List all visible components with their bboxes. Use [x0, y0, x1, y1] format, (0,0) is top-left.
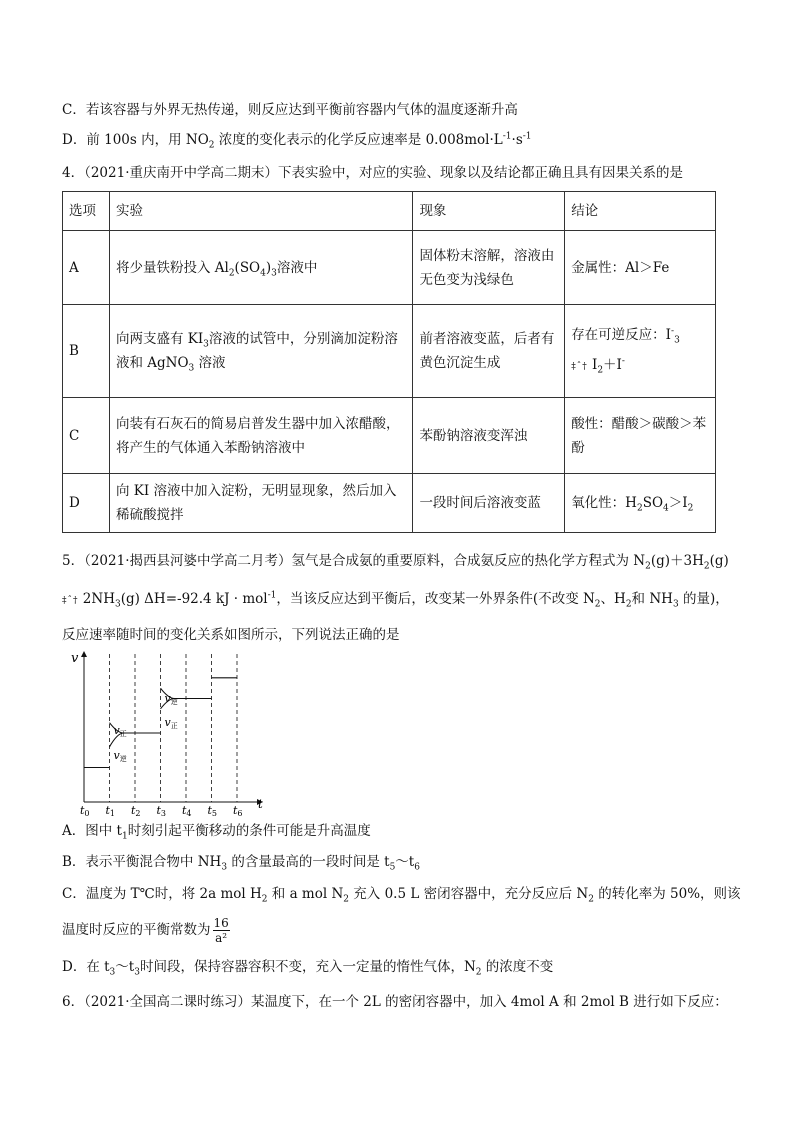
row-d-phenomenon: 一段时间后溶液变蓝	[413, 474, 565, 533]
tick-label-t3: t3	[156, 804, 167, 818]
header-conclusion: 结论	[565, 192, 716, 231]
table-row-a	[63, 231, 716, 305]
q5-option-d: D．在 $t_3\sim t_3$时间段，保持容器容积不变，充入一定量的惰性气体，$N_2$ 的浓度不变	[62, 959, 554, 978]
tick-label-t6: t6	[233, 804, 243, 818]
row-b-option: B	[63, 305, 110, 398]
row-a-phenomenon: 固体粉末溶解，溶液由 无色变为浅绿色	[413, 231, 565, 305]
row-b-phenomenon: 前者溶液变蓝，后者有 黄色沉淀生成	[413, 305, 565, 398]
row-a-option: A	[63, 231, 110, 305]
q5-stem-line1: 5．（2021·揭西县河婆中学高二月考）氢气是合成氨的重要原料，合成氨反应的热化学方程式为 $N_2(g)+3H_2(g)$	[62, 553, 729, 572]
fraction: $\frac{16}{\text{a²}}$	[213, 916, 229, 945]
q5-stem-line3: 反应速率随时间的变化关系如图所示，下列说法正确的是	[62, 627, 400, 643]
label-v-zheng-t1: v正	[113, 724, 127, 738]
header-option: 选项	[63, 192, 110, 231]
label-v-ni-t1: v逆	[113, 749, 127, 763]
row-a-conclusion: 金属性：Al＞Fe	[565, 231, 716, 305]
tick-label-t2: t2	[131, 804, 141, 818]
table-row-b	[63, 305, 716, 398]
row-c-conclusion: 酸性：醋酸＞碳酸＞苯 酚	[565, 398, 716, 474]
rate-time-chart	[62, 648, 282, 818]
label-v-zheng-t3: v正	[164, 716, 178, 730]
row-c-option: C	[63, 398, 110, 474]
row-a-experiment: 将少量铁粉投入 $Al_2(SO_4)_3$溶液中	[109, 231, 412, 305]
q4-table	[62, 191, 716, 533]
table-row-c	[63, 398, 716, 474]
y-axis-label: v	[71, 651, 79, 666]
row-d-conclusion: 氧化性：$H_2SO_4>I_2$	[565, 474, 716, 533]
q5-option-c-line2: 温度时反应的平衡常数为 $\frac{16}{\text{a²}}$	[62, 916, 229, 945]
row-d-experiment: 向 KI 溶液中加入淀粉，无明显现象，然后加入 稀硫酸搅拌	[109, 474, 412, 533]
q5-option-a: A．图中 $t_1$时刻引起平衡移动的条件可能是升高温度	[62, 823, 371, 842]
header-phenomenon: 现象	[413, 192, 565, 231]
row-c-experiment: 向装有石灰石的简易启普发生器中加入浓醋酸， 将产生的气体通入苯酚钠溶液中	[109, 398, 412, 474]
x-axis-label: t	[258, 797, 263, 811]
header-experiment: 实验	[109, 192, 412, 231]
label-v-ni-t3: v逆	[164, 692, 178, 706]
q3-option-d: D．前 100s 内，用 $NO_2$ 浓度的变化表示的化学反应速率是 $0.008mol\cdot L^{-1}\cdot s^{-1}$	[62, 131, 532, 151]
row-b-experiment: 向两支盛有 $KI_3$溶液的试管中，分别滴加淀粉溶 液和 AgNO$_3$ 溶液	[109, 305, 412, 398]
q6-stem: 6．（2021·全国高二课时练习）某温度下，在一个 2L 的密闭容器中，加入 4mol A 和 2mol B 进行如下反应：	[62, 994, 728, 1010]
row-c-phenomenon: 苯酚钠溶液变浑浊	[413, 398, 565, 474]
tick-label-t1: t1	[105, 804, 116, 818]
q4-stem: 4．（2021·重庆南开中学高二期末）下表实验中，对应的实验、现象以及结论都正确且具有因果关系的是	[62, 165, 683, 181]
row-b-conclusion: 存在可逆反应：$I^-_3$ ‡ˆ† $I_2+I^-$	[565, 305, 716, 398]
row-d-option: D	[63, 474, 110, 533]
table-row-d	[63, 474, 716, 533]
q5-option-c-line1: C．温度为 T℃时，将 2a mol $H_2$ 和 a mol $N_2$ 充入 0.5 L 密闭容器中，充分反应后 $N_2$ 的转化率为 50%，则该	[62, 886, 741, 905]
q5-option-b: B．表示平衡混合物中 $NH_3$ 的含量最高的一段时间是 $t_5\sim t_6$	[62, 854, 420, 873]
q5-stem-line2: ‡ˆ† $2NH_3(g)$ ΔH=-92.4 kJ · mol$^{-1}$，当该反应达到平衡后，改变某一外界条件(不改变 $N_2$、$H_2$和 $NH_3$ 的量)，	[62, 590, 729, 610]
tick-label-t0: t0	[80, 804, 90, 818]
tick-label-t5: t5	[207, 804, 218, 818]
tick-label-t4: t4	[182, 804, 192, 818]
q3-option-c: C．若该容器与外界无热传递，则反应达到平衡前容器内气体的温度逐渐升高	[62, 102, 518, 118]
table-header-row	[63, 192, 716, 231]
